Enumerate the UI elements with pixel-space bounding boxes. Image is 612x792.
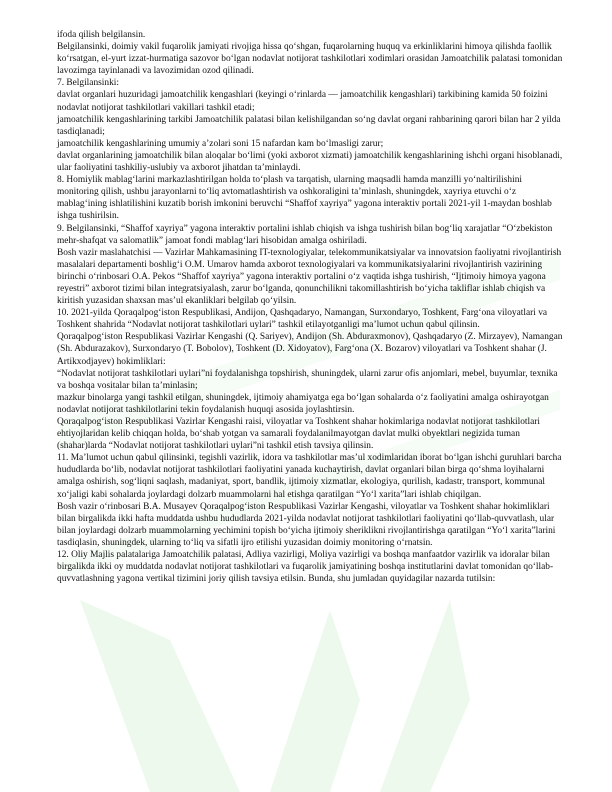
paragraph: Qoraqalpog‘iston Respublikasi Vazirlar Kengashi raisi, viloyatlar va Toshkent shahar hokimlariga nodavlat notijorat tashkilotlari ehtiyojlaridan kelib chiqqan holda, bo‘shab yotgan va samarali foydalanilmayotgan davlat mulki obyektlari negizida tuman (shahar)larda “Nodavlat notijorat tashkilotlari uylari”ni tashkil etish tavsiya qilinsin. bbox=[57, 417, 540, 452]
paragraph: 11. Ma’lumot uchun qabul qilinsinki, tegishli vazirlik, idora va tashkilotlar mas’ul xodimlaridan iborat bo‘lgan ishchi guruhlari barcha hududlarda bo‘lib, nodavlat notijorat tashkilotlari faoliyatini yanada kuchaytirish, davlat organlari bilan birga qo‘shma loyihalarni amalga oshirish, sog‘liqni saqlash, madaniyat, sport, bandlik, ijtimoiy xizmatlar, ekologiya, qurilish, kadastr, transport, kommunal xo‘jaligi kabi sohalarda joylardagi dolzarb muammolarni hal etishga qaratilgan “Yo‘l xarita”lari ishlab chiqilgan. bbox=[57, 453, 562, 500]
document-page bbox=[57, 29, 565, 585]
watermark-arrow-center bbox=[270, 610, 360, 792]
paragraph: davlat organlari huzuridagi jamoatchilik kengashlari (keyingi o‘rinlarda — jamoatchilik kengashlari) tarkibining kamida 50 foizini nodavlat notijorat tashkilotlari vakillari tashkil etadi; bbox=[57, 90, 548, 113]
paragraph: mazkur binolarga yangi tashkil etilgan, shuningdek, ijtimoiy ahamiyatga ega bo‘lgan sohalarda o‘z faoliyatini amalga oshirayotgan nodavlat notijorat tashkilotlarini tekin foydalanish huquqi asosida joylashtirsin. bbox=[57, 392, 549, 415]
watermark-arrow-right bbox=[380, 600, 470, 792]
paragraph: ifoda qilish belgilansin. bbox=[57, 30, 146, 40]
paragraph: Belgilansinki, doimiy vakil fuqarolik jamiyati rivojiga hissa qo‘shgan, fuqarolarning huquq va erkinliklarini himoya qilishda faollik ko‘rsatgan, el-yurt izzat-hurmatiga sazovor bo‘lgan nodavlat notijorat tashkilotlari xodimlari orasidan Jamoatchilik palatasi tomonidan lavozimga tayinlanadi va lavozimidan ozod qilinadi. bbox=[57, 42, 563, 77]
paragraph: 9. Belgilansinki, “Shaffof xayriya” yagona interaktiv portalini ishlab chiqish va ishga tushirish bilan bog‘liq xarajatlar “O‘zbekiston mehr-shafqat va salomatlik” jamoat fondi mablag‘lari hisobidan amalga oshiriladi. bbox=[57, 223, 553, 246]
paragraph: “Nodavlat notijorat tashkilotlari uylari”ni foydalanishga topshirish, shuningdek, ularni zarur ofis anjomlari, mebel, buyumlar, texnika va boshqa vositalar bilan ta’minlasin; bbox=[57, 368, 558, 391]
paragraph: jamoatchilik kengashlarining umumiy a’zolari soni 15 nafardan kam bo‘lmasligi zarur; bbox=[57, 138, 384, 149]
watermark-arrow-left bbox=[80, 600, 240, 792]
paragraph: jamoatchilik kengashlarining tarkibi Jamoatchilik palatasi bilan kelishilgandan so‘ng davlat organi rahbarining qarori bilan har 2 yilda tasdiqlanadi; bbox=[57, 114, 561, 137]
paragraph: 12. Oliy Majlis palatalariga Jamoatchilik palatasi, Adliya vazirligi, Moliya vazirligi va boshqa manfaatdor vazirlik va idoralar bilan birgalikda ikki oy muddatda nodavlat notijorat tashkilotlari va fuqarolik jamiyatining boshqa institutlarini davlat tomonidan qo‘llab-quvvatlashning yagona vertikal tizimini joriy qilish tavsiya etilsin. Bunda, shu jumladan quyidagilar nazarda tutilsin: bbox=[57, 550, 554, 585]
paragraph: Bosh vazir o‘rinbosari B.A. Musayev Qoraqalpog‘iston Respublikasi Vazirlar Kengashi, viloyatlar va Toshkent shahar hokimliklari bilan birgalikda ikki hafta muddatda ushbu hududlarda 2021-yilda nodavlat notijorat tashkilotlari faoliyatini qo‘llab-quvvatlash, ular bilan joylardagi dolzarb muammolarning yechimini topish bo‘yicha ijtimoiy sheriklikni rivojlantirishga qaratilgan “Yo‘l xarita”larini tasdiqlasin, shuningdek, ularning to‘liq va sifatli ijro etilishi yuzasidan doimiy monitoring o‘rnatsin. bbox=[57, 501, 556, 548]
paragraph: Bosh vazir maslahatchisi — Vazirlar Mahkamasining IT-texnologiyalar, telekommunikatsiyalar va innovatsion faoliyatni rivojlantirish masalalari departamenti boshlig‘i O.M. Umarov hamda axborot texnologiyalari va kommunikatsiyalarini rivojlantirish vazirining birinchi o‘rinbosari O.A. Pekos “Shaffof xayriya” yagona interaktiv portalini o‘z vaqtida ishga tushirish, “Ijtimoiy himoya yagona reyestri” axborot tizimi bilan integratsiyalash, zarur bo‘lganda, qonunchilikni takomillashtirish bo‘yicha takliflar ishlab chiqish va kiritish yuzasidan shaxsan mas’ul ekanliklari belgilab qo‘yilsin. bbox=[57, 247, 562, 307]
paragraph: Qoraqalpog‘iston Respublikasi Vazirlar Kengashi (Q. Sariyev), Andijon (Sh. Abduraxmonov), Qashqadaryo (Z. Mirzayev), Namangan (Sh. Abdurazakov), Surxondaryo (T. Bobolov), Toshkent (D. Xidoyatov), Farg‘ona (X. Bozarov) viloyatlari va Toshkent shahar (J. Artikxodjayev) hokimliklari: bbox=[57, 332, 563, 367]
paragraph: 8. Homiylik mablag‘larini markazlashtirilgan holda to‘plash va tarqatish, ularning maqsadli hamda manzilli yo‘naltirilishini monitoring qilish, ushbu jarayonlarni to‘liq avtomatlashtirish va oshkoraligini ta’minlash, shuningdek, xayriya etuvchi o‘z mablag‘ining ishlatilishini kuzatib borish imkonini beruvchi “Shaffof xayriya” yagona interaktiv portali 2021-yil 1-maydan boshlab ishga tushirilsin. bbox=[57, 175, 552, 222]
paragraph: davlat organlarining jamoatchilik bilan aloqalar bo‘limi (yoki axborot xizmati) jamoatchilik kengashlarining ishchi organi hisoblanadi, ular faoliyatini tashkiliy-uslubiy va axborot jihatdan ta’minlaydi. bbox=[57, 150, 563, 174]
paragraph: 7. Belgilansinki: bbox=[57, 78, 119, 89]
paragraph: 10. 2021-yilda Qoraqalpog‘iston Respublikasi, Andijon, Qashqadaryo, Namangan, Surxondaryo, Toshkent, Farg‘ona viloyatlari va Toshkent shahrida “Nodavlat notijorat tashkilotlari uylari” tashkil etilayotganligi ma’lumot uchun qabul qilinsin. bbox=[57, 308, 548, 331]
